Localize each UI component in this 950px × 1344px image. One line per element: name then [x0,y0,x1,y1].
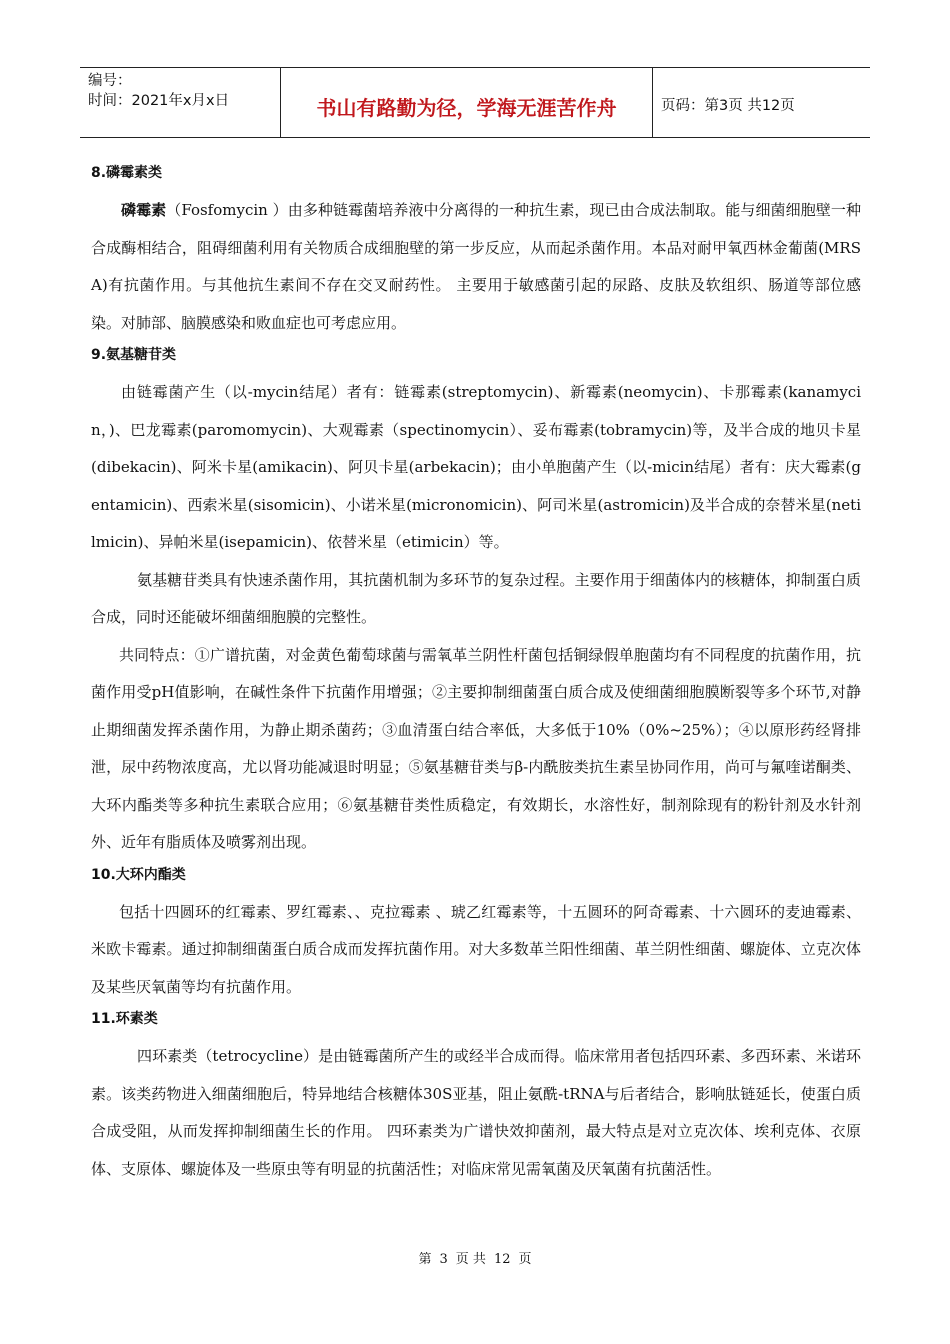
footer-suffix: 页 [518,1252,532,1267]
header-motto: 书山有路勤为径，学海无涯苦作舟 [281,68,653,137]
section-heading-8: 8.磷霉素类 [91,165,163,181]
time-label: 时间：2021年x月x日 [88,93,230,109]
section-heading-11: 11.环素类 [91,1011,158,1027]
footer-total-pages: 12 [493,1252,511,1267]
section-heading-10: 10.大环内酯类 [91,866,186,883]
section-8-term: 磷霉素 [121,201,167,219]
section-11-paragraph: 四环素类（tetrocycline）是由链霉菌所产生的或经半合成而得。临床常用者包括四环素、多西环素、米诺环素。该类药物进入细菌细胞后，特异地结合核糖体30S亚基，阻止氨酰-tRNA与后者结合，影响肽链延长，使蛋白质合成受阻，从而发挥抑制细菌生长的作用。 四环素类为广谱快效抑菌剂，最大特点是对立克次体、埃利克体、衣原体、支原体、螺旋体及一些原虫等有明显的抗菌活性；对临床常见需氧菌及厌氧菌有抗菌活性。 [91,1047,861,1178]
section-8-text: （Fosfomycin ）由多种链霉菌培养液中分离得的一种抗生素，现已由合成法制取。能与细菌细胞壁一种合成酶相结合，阻碍细菌利用有关物质合成细胞壁的第一步反应，从而起杀菌作用。本品对耐甲氧西林金葡菌(MRSA)有抗菌作用。与其他抗生素间不存在交叉耐药性。 主要用于敏感菌引起的尿路、皮肤及软组织、肠道等部位感染。对肺部、脑膜感染和败血症也可考虑应用。 [91,201,861,332]
header-meta-cell [80,68,281,137]
footer-prefix: 第 [418,1252,432,1267]
section-8-paragraph [91,192,861,342]
footer-page-number: 3 [439,1252,448,1267]
section-9-paragraph-3: 共同特点：①广谱抗菌，对金黄色葡萄球菌与需氧革兰阴性杆菌包括铜绿假单胞菌均有不同程度的抗菌作用，抗菌作用受pH值影响，在碱性条件下抗菌作用增强；②主要抑制细菌蛋白质合成及使细菌细胞膜断裂等多个环节,对静止期细菌发挥杀菌作用，为静止期杀菌药；③血清蛋白结合率低，大多低于10%（0%~25%）；④以原形药经肾排泄，尿中药物浓度高，尤以肾功能减退时明显；⑤氨基糖苷类与β-内酰胺类抗生素呈协同作用，尚可与氟喹诺酮类、大环内酯类等多种抗生素联合应用；⑥氨基糖苷类性质稳定，有效期长，水溶性好，制剂除现有的粉针剂及水针剂外、近年有脂质体及喷雾剂出现。 [91,645,861,851]
section-10-paragraph: 包括十四圆环的红霉素、罗红霉素、、克拉霉素 、琥乙红霉素等，十五圆环的阿奇霉素、十六圆环的麦迪霉素、米欧卡霉素。通过抑制细菌蛋白质合成而发挥抗菌作用。对大多数革兰阳性细菌、革兰阴性细菌、螺旋体、立克次体及某些厌氧菌等均有抗菌作用。 [91,902,861,996]
document-body [91,160,861,1188]
section-9-paragraph-2: 氨基糖苷类具有快速杀菌作用，其抗菌机制为多环节的复杂过程。主要作用于细菌体内的核糖体，抑制蛋白质合成，同时还能破坏细菌细胞膜的完整性。 [91,570,861,626]
number-label: 编号： [88,73,132,89]
page-footer [0,1248,950,1267]
section-9-paragraph-1: 由链霉菌产生（以-mycin结尾）者有：链霉素(streptomycin)、新霉素(neomycin)、卡那霉素(kanamycin，)、巴龙霉素(paromomycin)、大观霉素（spectinomycin）、妥布霉素(tobramycin)等，及半合成的地贝卡星(dibekacin)、阿米卡星(amikacin)、阿贝卡星(arbekacin)；由小单胞菌产生（以-micin结尾）者有：庆大霉素(gentamicin)、西索米星(sisomicin)、小诺米星(micronomicin)、阿司米星(astromicin)及半合成的奈替米星(netilmicin)、异帕米星(isepamicin)、依替米星（etimicin）等。 [91,383,861,551]
footer-middle: 页 共 [455,1252,486,1267]
header-page-label: 页码：第3页 共12页 [661,98,795,114]
section-heading-9: 9.氨基糖苷类 [91,347,177,363]
document-header [80,67,870,138]
